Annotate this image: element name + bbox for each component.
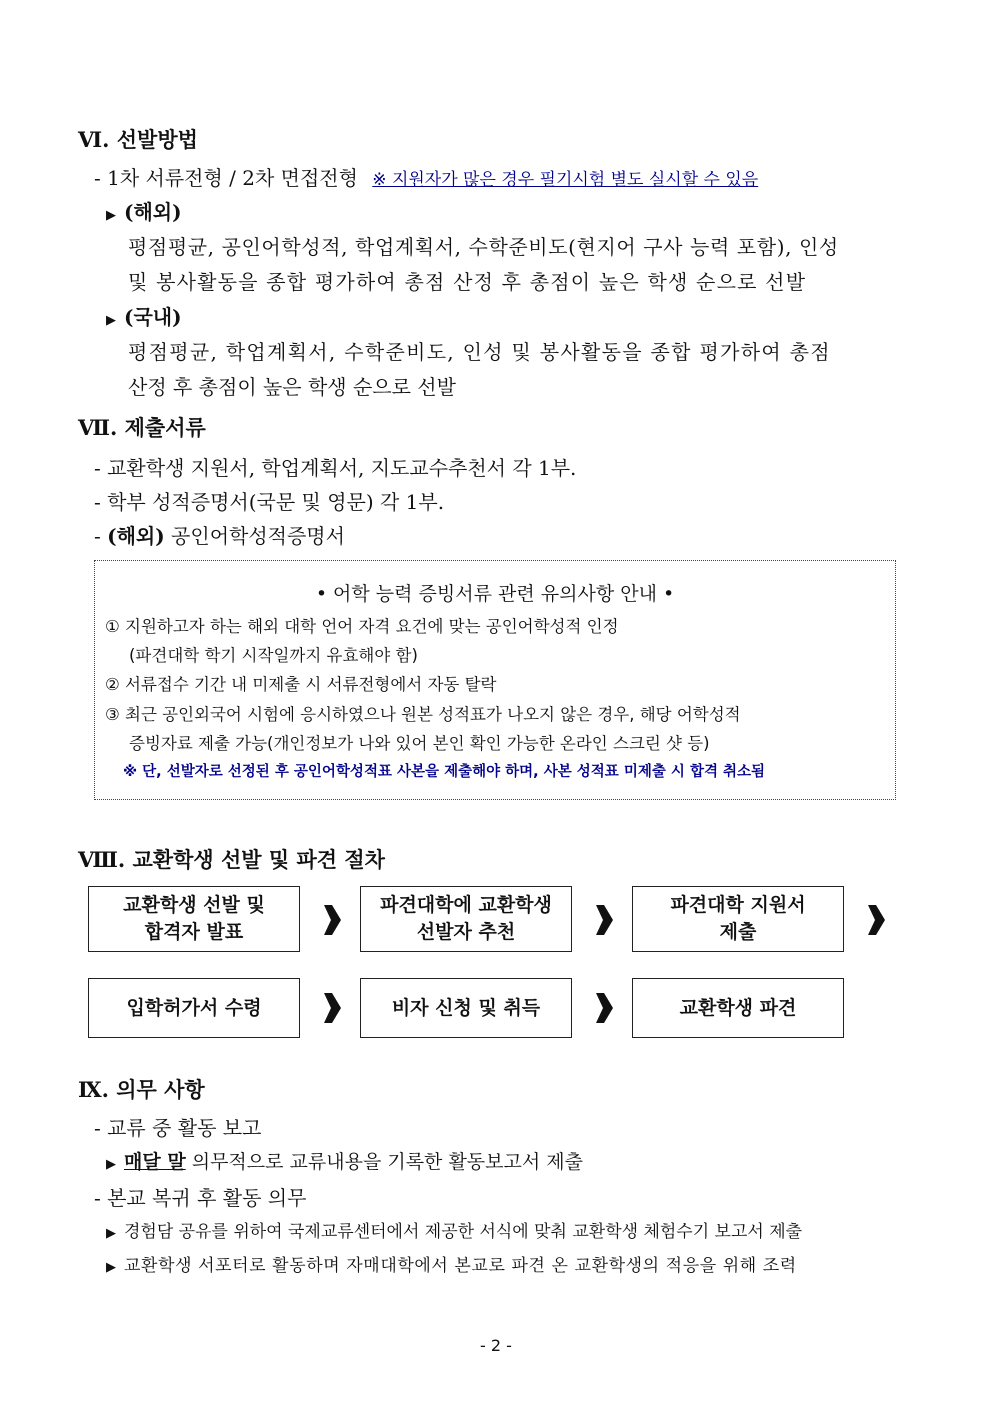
flow-step-2-line-1: 파견대학에 교환학생 (380, 894, 552, 916)
flow-step-1 (88, 886, 300, 952)
docs-item-2: - 학부 성적증명서(국문 및 영문) 각 1부. (94, 490, 445, 514)
flow-step-4 (88, 978, 300, 1038)
domestic-line-2: 산정 후 총점이 높은 학생 순으로 선발 (128, 375, 456, 399)
duty-sub-1 (106, 1147, 583, 1174)
overseas-label: (해외) (124, 200, 182, 224)
notice-line-1b: (파견대학 학기 시작일까지 유효해야 함) (129, 646, 418, 665)
duty-sub-2 (106, 1217, 802, 1242)
flow-step-5 (360, 978, 572, 1038)
duty-item-1: - 교류 중 활동 보고 (94, 1116, 262, 1140)
triangle-right-icon: ▶ (106, 208, 116, 223)
notice-line-3b: 증빙자료 제출 가능(개인정보가 나와 있어 본인 확인 가능한 온라인 스크린 샷 등) (129, 734, 710, 753)
flow-step-2-line-2: 선발자 추천 (416, 921, 516, 943)
duty-sub-1-bold: 매달 말 (124, 1151, 186, 1173)
flow-step-6 (632, 978, 844, 1038)
stages-note: ※ 지원자가 많은 경우 필기시험 별도 실시할 수 있음 (372, 170, 759, 190)
arrow-right-icon (866, 901, 886, 939)
stages-text: - 1차 서류전형 / 2차 면접전형 (94, 166, 358, 190)
notice-warning: ※ 단, 선발자로 선정된 후 공인어학성적표 사본을 제출해야 하며, 사본 성적표 미제출 시 합격 취소됨 (123, 764, 766, 780)
duty-sub-1-rest: 의무적으로 교류내용을 기록한 활동보고서 제출 (185, 1151, 583, 1173)
docs-item-3-rest: 공인어학성적증명서 (164, 524, 345, 548)
domestic-label: (국내) (124, 305, 182, 329)
triangle-right-icon: ▶ (106, 1260, 117, 1275)
selection-stages (94, 162, 758, 191)
flow-step-1-line-2: 합격자 발표 (144, 921, 244, 943)
overseas-label-row (106, 196, 182, 225)
flow-step-4-label: 입학허가서 수령 (126, 996, 262, 1019)
triangle-right-icon: ▶ (106, 1157, 116, 1172)
page-number: - 2 - (480, 1336, 512, 1355)
language-notice-box (94, 560, 896, 800)
flow-step-1-line-1: 교환학생 선발 및 (123, 894, 265, 916)
section-7-title: Ⅶ. 제출서류 (78, 415, 206, 440)
arrow-right-icon (322, 901, 342, 939)
flow-step-3-line-2: 제출 (719, 921, 757, 943)
docs-item-1: - 교환학생 지원서, 학업계획서, 지도교수추천서 각 1부. (94, 456, 577, 480)
docs-item-3-bold: (해외) (107, 524, 165, 548)
flow-step-6-label: 교환학생 파견 (679, 996, 797, 1019)
section-6-title: Ⅵ. 선발방법 (78, 127, 198, 152)
overseas-line-1: 평점평균, 공인어학성적, 학업계획서, 수학준비도(현지어 구사 능력 포함), 인성 (128, 235, 839, 259)
flow-step-3-line-1: 파견대학 지원서 (670, 894, 806, 916)
notice-line-1: ① 지원하고자 하는 해외 대학 언어 자격 요건에 맞는 공인어학성적 인정 (105, 617, 619, 636)
arrow-right-icon (594, 989, 614, 1027)
flow-step-3 (632, 886, 844, 952)
overseas-line-2: 및 봉사활동을 종합 평가하여 총점 산정 후 총점이 높은 학생 순으로 선발 (128, 270, 807, 294)
notice-title: • 어학 능력 증빙서류 관련 유의사항 안내 • (315, 583, 675, 605)
flow-step-5-label: 비자 신청 및 취득 (391, 996, 541, 1019)
duty-item-2: - 본교 복귀 후 활동 의무 (94, 1186, 307, 1210)
flow-step-2 (360, 886, 572, 952)
section-8-title: Ⅷ. 교환학생 선발 및 파견 절차 (78, 847, 385, 872)
docs-item-3 (94, 520, 345, 549)
notice-line-3: ③ 최근 공인외국어 시험에 응시하였으나 원본 성적표가 나오지 않은 경우, 해당 어학성적 (105, 705, 741, 724)
notice-line-2: ② 서류접수 기간 내 미제출 시 서류전형에서 자동 탈락 (105, 675, 497, 694)
triangle-right-icon: ▶ (106, 313, 116, 328)
triangle-right-icon: ▶ (106, 1226, 116, 1241)
docs-item-3-prefix: - (94, 524, 108, 548)
duty-sub-3-text: 교환학생 서포터로 활동하며 자매대학에서 본교로 파견 온 교환학생의 적응을 위해 조력 (124, 1256, 797, 1276)
domestic-line-1: 평점평균, 학업계획서, 수학준비도, 인성 및 봉사활동을 종합 평가하여 총점 (128, 340, 831, 364)
duty-sub-3 (106, 1251, 797, 1276)
domestic-label-row (106, 301, 182, 330)
arrow-right-icon (322, 989, 342, 1027)
arrow-right-icon (594, 901, 614, 939)
duty-sub-2-text: 경험담 공유를 위하여 국제교류센터에서 제공한 서식에 맞춰 교환학생 체험수기 보고서 제출 (124, 1222, 803, 1242)
section-9-title: Ⅸ. 의무 사항 (78, 1077, 205, 1102)
